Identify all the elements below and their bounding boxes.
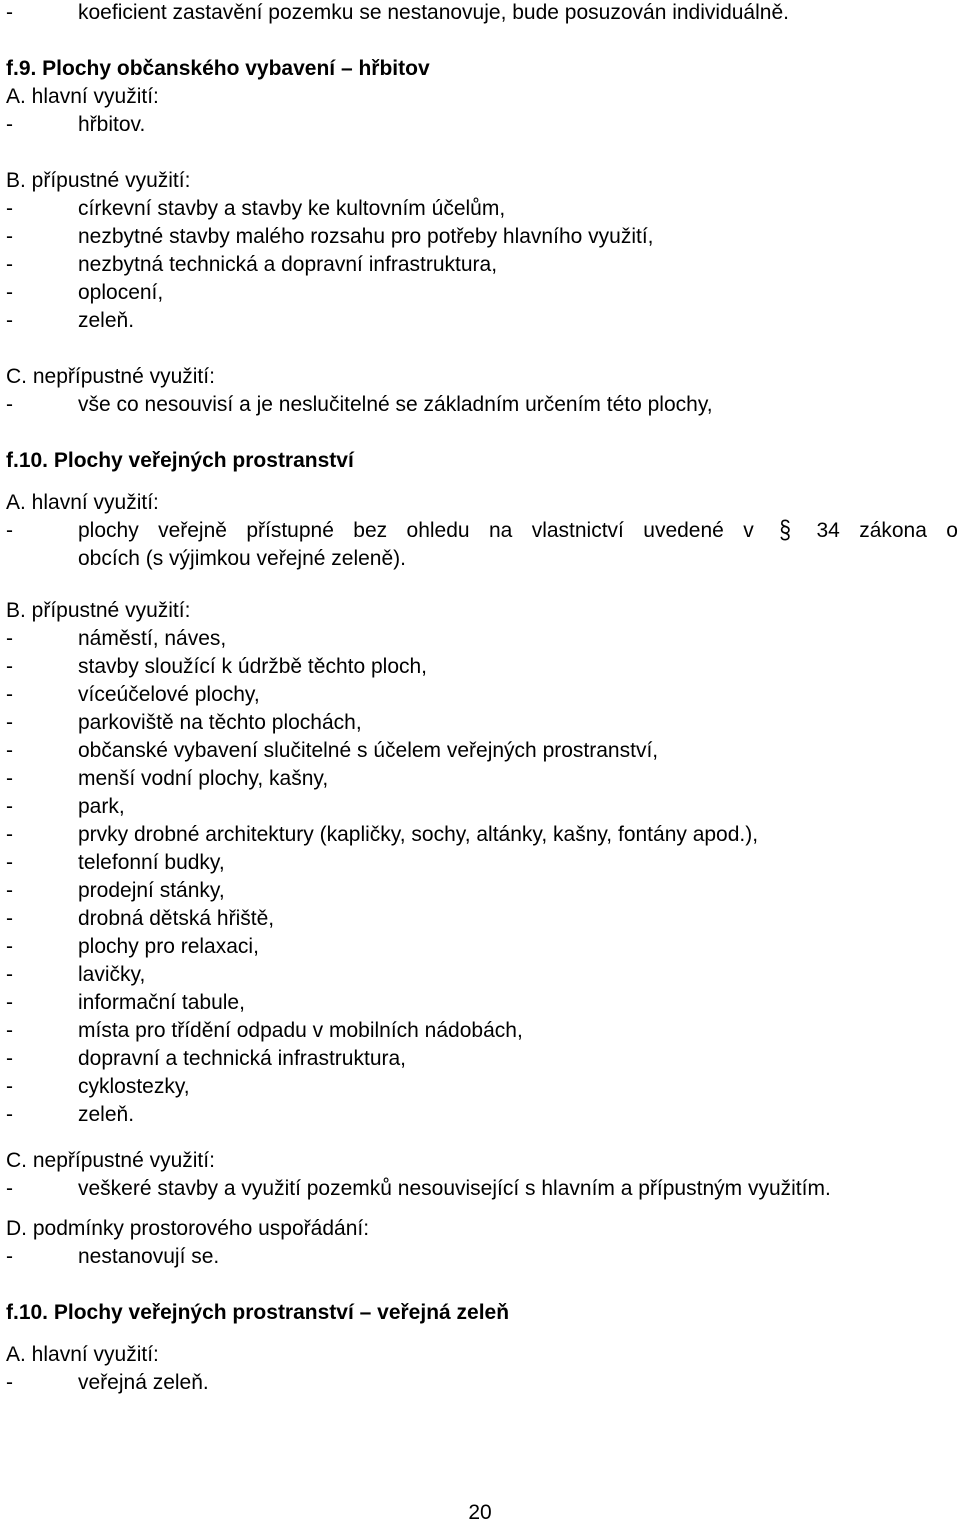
list-item-text: nezbytná technická a dopravní infrastruktura, <box>78 253 498 276</box>
list-dash: - <box>6 795 13 818</box>
paragraph-sign: § <box>779 516 791 545</box>
word: přístupné <box>246 519 334 542</box>
list-item-text: telefonní budky, <box>78 851 225 874</box>
page-number: 20 <box>468 1501 492 1524</box>
list-item <box>6 1046 406 1072</box>
word: vlastnictví <box>531 519 624 542</box>
word: zákona <box>859 519 927 542</box>
list-item <box>6 1102 134 1128</box>
word: uvedené <box>643 519 724 542</box>
list-item-text: veřejná zeleň. <box>78 1371 209 1394</box>
list-item: - nestanovují se. <box>6 1245 220 1268</box>
section-heading-f10-zelen: f.10. Plochy veřejných prostranství – veřejná zeleň <box>6 1301 510 1324</box>
subsection-label-a: A. hlavní využití: <box>6 491 159 514</box>
list-item-text: hřbitov. <box>78 113 146 136</box>
list-item-text: parkoviště na těchto plochách, <box>78 711 362 734</box>
list-item <box>6 626 226 652</box>
word: 34 <box>816 519 840 542</box>
list-dash: - <box>6 739 13 762</box>
list-dash: - <box>6 823 13 846</box>
subsection-label-b: B. přípustné využití: <box>6 599 191 622</box>
word: ohledu <box>406 519 470 542</box>
list-item <box>6 710 362 736</box>
subsection-label-d: D. podmínky prostorového uspořádání: <box>6 1217 370 1240</box>
subsection-label-b: B. přípustné využití: <box>6 169 191 192</box>
list-item-text: zeleň. <box>78 1103 135 1126</box>
list-item-text: zeleň. <box>78 309 135 332</box>
list-item-text: církevní stavby a stavby ke kultovním účelům, <box>78 197 506 220</box>
list-item <box>6 878 225 904</box>
list-item <box>6 934 259 960</box>
list-item-text: stavby sloužící k údržbě těchto ploch, <box>78 655 428 678</box>
list-item-text: cyklostezky, <box>78 1075 190 1098</box>
list-item-text: plochy pro relaxaci, <box>78 935 259 958</box>
list-item-text: vše co nesouvisí a je neslučitelné se základním určením této plochy, <box>78 393 713 416</box>
list-item <box>6 822 758 848</box>
list-item-text: koeficient zastavění pozemku se nestanovuje, bude posuzován individuálně. <box>78 1 789 24</box>
list-item-text: místa pro třídění odpadu v mobilních nádobách, <box>78 1019 523 1042</box>
subsection-label-a: A. hlavní využití: <box>6 1343 159 1366</box>
list-item: - vše co nesouvisí a je neslučitelné se základním určením této plochy, <box>6 393 713 416</box>
list-dash: - <box>6 1103 13 1126</box>
list-item <box>6 962 145 988</box>
list-item <box>6 738 658 764</box>
list-item-text: oplocení, <box>78 281 164 304</box>
list-item <box>6 794 125 820</box>
list-dash: - <box>6 655 13 678</box>
word: veřejně <box>158 519 227 542</box>
list-item-text: nezbytné stavby malého rozsahu pro potřeby hlavního využití, <box>78 225 654 248</box>
list-item-text: park, <box>78 795 125 818</box>
list-item: - oplocení, <box>6 281 164 304</box>
list-item <box>6 682 260 708</box>
list-item-text: víceúčelové plochy, <box>78 683 260 706</box>
list-dash: - <box>6 1047 13 1070</box>
list-dash: - <box>6 683 13 706</box>
word: v <box>743 519 754 542</box>
word: plochy <box>78 519 139 542</box>
list-item: - zeleň. <box>6 309 135 332</box>
list-item: - nezbytná technická a dopravní infrastruktura, <box>6 253 498 276</box>
list-item-justified <box>6 518 958 544</box>
list-dash: - <box>6 1019 13 1042</box>
list-dash: - <box>6 767 13 790</box>
section-heading-f9: f.9. Plochy občanského vybavení – hřbitov <box>6 57 430 80</box>
list-item <box>6 654 427 680</box>
list-dash: - <box>6 711 13 734</box>
list-item <box>6 990 245 1016</box>
list-item: - veřejná zeleň. <box>6 1371 209 1394</box>
list-item-text: občanské vybavení slučitelné s účelem veřejných prostranství, <box>78 739 659 762</box>
list-dash: - <box>6 991 13 1014</box>
list-dash: - <box>6 963 13 986</box>
list-item: - hřbitov. <box>6 113 146 136</box>
list-item-text: drobná dětská hřiště, <box>78 907 275 930</box>
subsection-label-a: A. hlavní využití: <box>6 85 159 108</box>
justified-line <box>78 518 958 544</box>
list-item-text: lavičky, <box>78 963 146 986</box>
list-item-text: prodejní stánky, <box>78 879 225 902</box>
section-heading-f10: f.10. Plochy veřejných prostranství <box>6 449 354 472</box>
list-item-text: veškeré stavby a využití pozemků nesouvisející s hlavním a přípustným využitím. <box>78 1177 831 1200</box>
word: na <box>488 519 513 542</box>
list-dash: - <box>6 879 13 902</box>
word: o <box>946 519 958 542</box>
word: bez <box>353 519 388 542</box>
list-dash: - <box>6 1075 13 1098</box>
list-item-text: prvky drobné architektury (kapličky, sochy, altánky, kašny, fontány apod.), <box>78 823 759 846</box>
list-item-text: dopravní a technická infrastruktura, <box>78 1047 407 1070</box>
list-dash: - <box>6 627 13 650</box>
list-item-text: náměstí, náves, <box>78 627 227 650</box>
subsection-label-c: C. nepřípustné využití: <box>6 365 215 388</box>
list-item: - koeficient zastavění pozemku se nestanovuje, bude posuzován individuálně. <box>6 1 789 24</box>
list-dash: - <box>6 519 13 542</box>
list-item <box>6 766 328 792</box>
list-dash: - <box>6 935 13 958</box>
list-item <box>6 906 274 932</box>
list-dash: - <box>6 907 13 930</box>
list-item: - církevní stavby a stavby ke kultovním účelům, <box>6 197 506 220</box>
list-item: - veškeré stavby a využití pozemků nesouvisející s hlavním a přípustným využitím. <box>6 1177 831 1200</box>
list-item <box>6 1018 523 1044</box>
subsection-label-c: C. nepřípustné využití: <box>6 1149 215 1172</box>
list-item <box>6 850 225 876</box>
list-item: - nezbytné stavby malého rozsahu pro potřeby hlavního využití, <box>6 225 654 248</box>
list-item-continuation: obcích (s výjimkou veřejné zeleně). <box>78 547 406 570</box>
list-item <box>6 1074 190 1100</box>
list-item-text: informační tabule, <box>78 991 245 1014</box>
list-item-text: nestanovují se. <box>78 1245 220 1268</box>
list-item-text: menší vodní plochy, kašny, <box>78 767 329 790</box>
list-dash: - <box>6 851 13 874</box>
